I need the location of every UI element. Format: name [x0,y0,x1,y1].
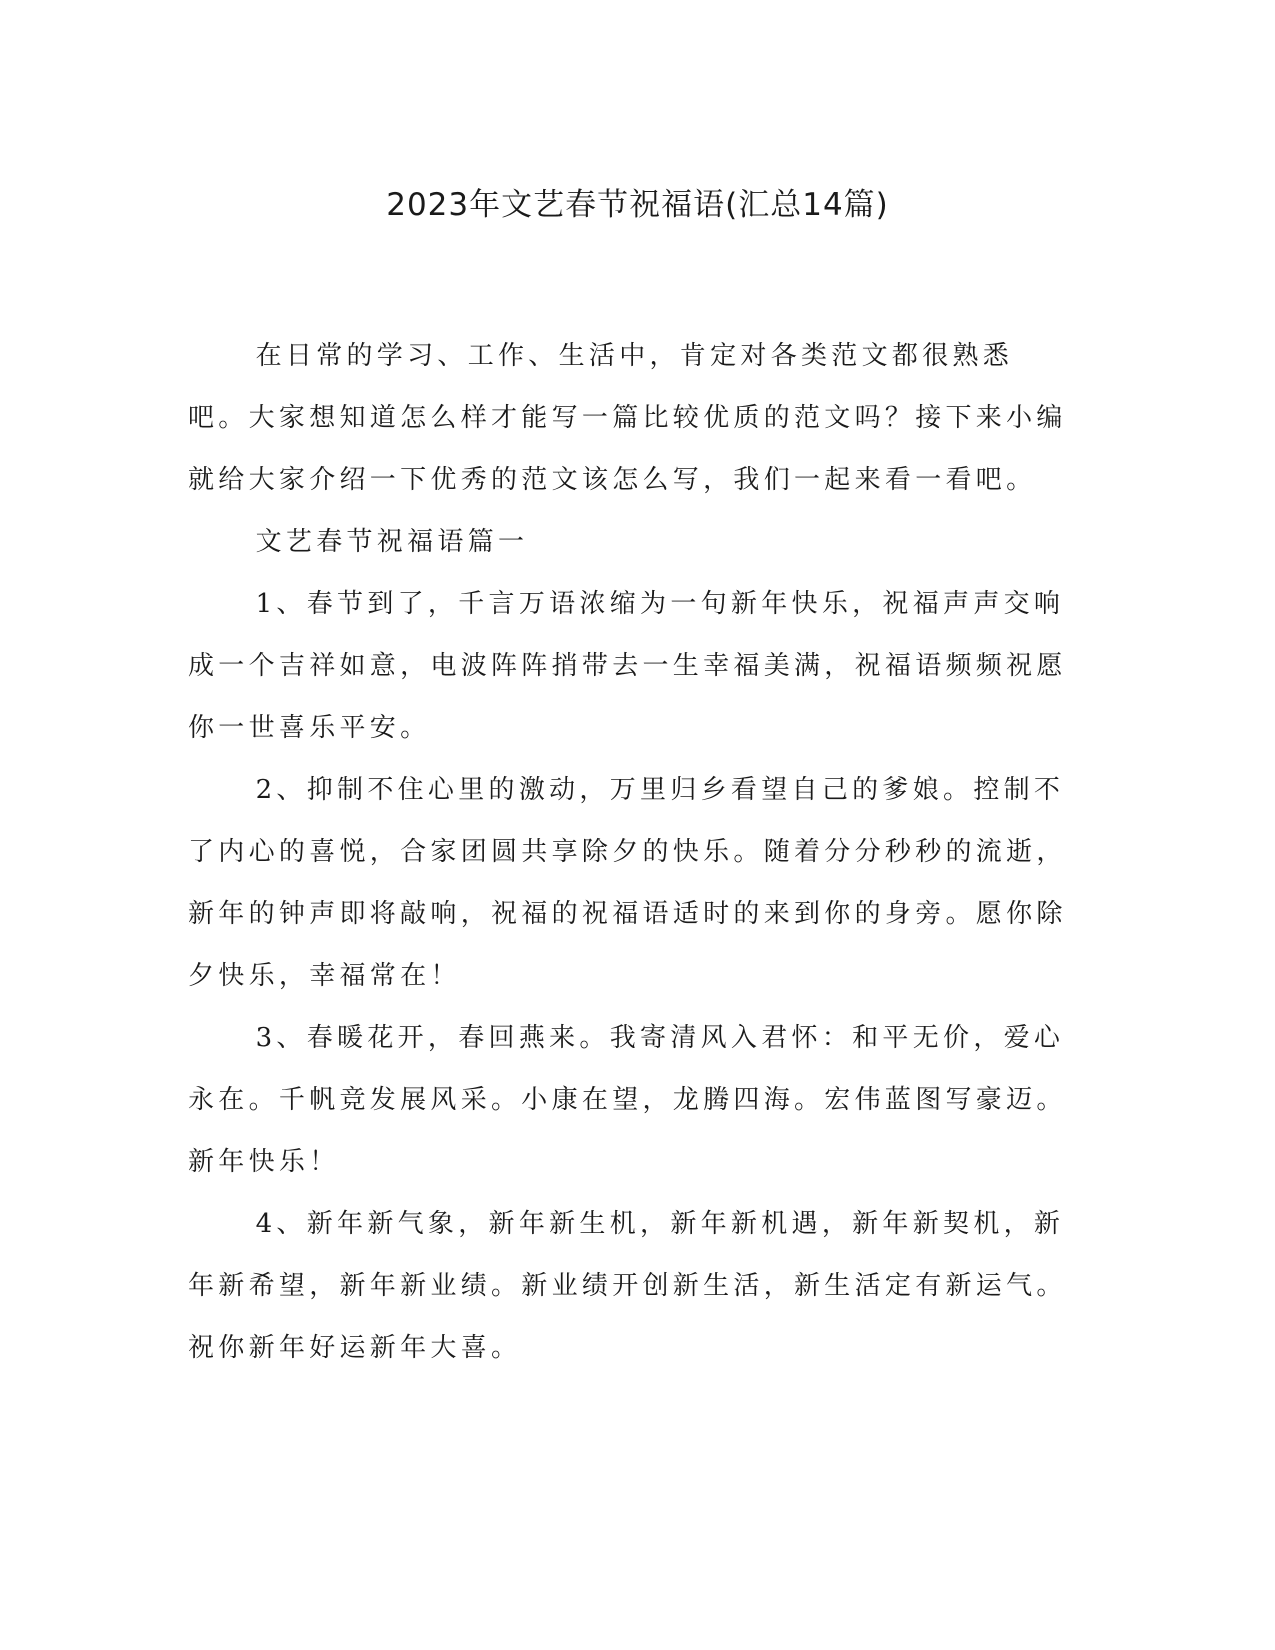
document-body [188,325,1073,1379]
section-heading: 文艺春节祝福语篇一 [255,527,529,557]
greeting-item-4: 4、新年新气象，新年新生机，新年新机遇，新年新契机，新年新希望，新年新业绩。新业绩开创新生活，新生活定有新运气。祝你新年好运新年大喜。 [188,1209,1067,1363]
greeting-item-1: 1、春节到了，千言万语浓缩为一句新年快乐，祝福声声交响成一个吉祥如意，电波阵阵捎带去一生幸福美满，祝福语频频祝愿你一世喜乐平安。 [188,589,1067,743]
intro-paragraph: 在日常的学习、工作、生活中，肯定对各类范文都很熟悉吧。大家想知道怎么样才能写一篇比较优质的范文吗？接下来小编就给大家介绍一下优秀的范文该怎么写，我们一起来看一看吧。 [188,341,1067,495]
greeting-item-3: 3、春暖花开，春回燕来。我寄清风入君怀：和平无价，爱心永在。千帆竞发展风采。小康在望，龙腾四海。宏伟蓝图写豪迈。新年快乐！ [188,1023,1067,1177]
document-title: 2023年文艺春节祝福语(汇总14篇) [386,187,889,223]
greeting-item-2: 2、抑制不住心里的激动，万里归乡看望自己的爹娘。控制不了内心的喜悦，合家团圆共享除夕的快乐。随着分分秒秒的流逝，新年的钟声即将敲响，祝福的祝福语适时的来到你的身旁。愿你除夕快乐，幸福常在！ [188,775,1067,991]
